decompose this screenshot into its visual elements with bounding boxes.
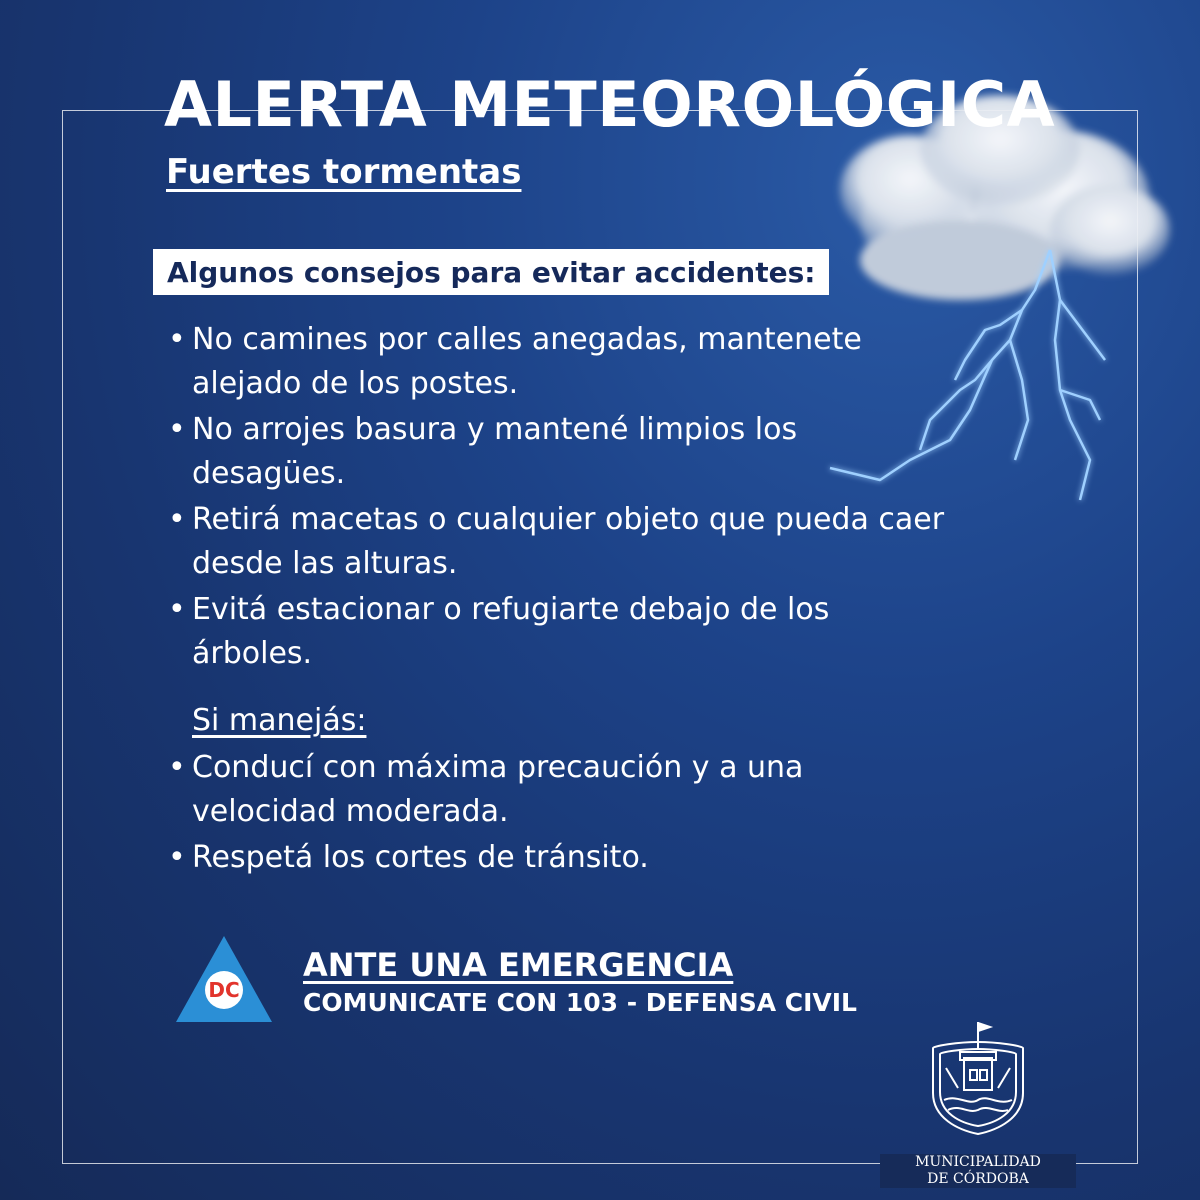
list-item: • Evitá estacionar o refugiarte debajo de los árboles. (168, 588, 952, 676)
list-item: • No arrojes basura y mantené limpios los desagües. (168, 408, 952, 496)
driving-label: Si manejás: (192, 703, 367, 738)
emergency-text: COMUNICATE CON 103 - DEFENSA CIVIL (303, 988, 857, 1017)
tips-header: Algunos consejos para evitar accidentes: (153, 249, 829, 295)
list-item: • Respetá los cortes de tránsito. (168, 836, 952, 880)
municipality-line1: MUNICIPALIDAD (915, 1154, 1041, 1170)
list-item: • Retirá macetas o cualquier objeto que pueda caer desde las alturas. (168, 498, 952, 586)
dc-logo-text: DC (208, 978, 240, 1002)
municipal-seal-icon (918, 1018, 1038, 1138)
page-subtitle: Fuertes tormentas (166, 152, 522, 192)
page-title: ALERTA METEOROLÓGICA (164, 68, 1056, 141)
list-item: • Conducí con máxima precaución y a una velocidad moderada. (168, 746, 952, 834)
municipality-name (880, 1154, 1076, 1188)
driving-tips-list (168, 746, 952, 882)
list-item: • No camines por calles anegadas, mantenete alejado de los postes. (168, 318, 952, 406)
defensa-civil-logo-icon (174, 934, 274, 1024)
tips-list (168, 318, 952, 678)
municipality-line2: DE CÓRDOBA (927, 1171, 1029, 1187)
emergency-title: ANTE UNA EMERGENCIA (303, 946, 734, 984)
